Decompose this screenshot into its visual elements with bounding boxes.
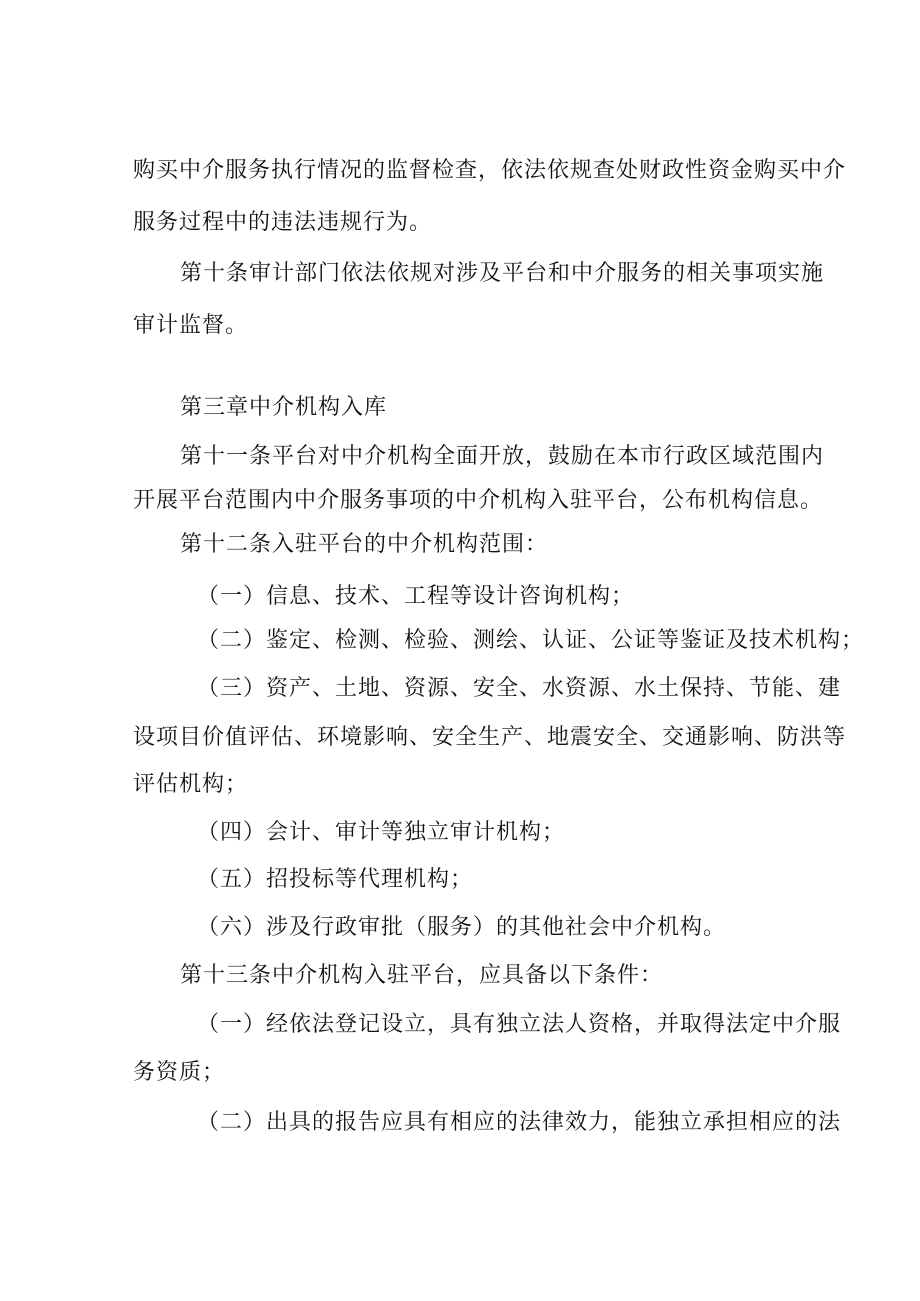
text-line: 购买中介服务执行情况的监督检查，依法依规查处财政性资金购买中介 — [133, 158, 847, 183]
chapter-heading: 第三章中介机构入库 — [180, 395, 388, 420]
list-item: （四）会计、审计等独立审计机构； — [197, 820, 566, 845]
list-item: （二）出具的报告应具有相应的法律效力，能独立承担相应的法 — [197, 1110, 842, 1135]
text-line: 务资质； — [133, 1060, 226, 1085]
list-item: （一）信息、技术、工程等设计咨询机构； — [197, 584, 635, 609]
text-line: 设项目价值评估、环境影响、安全生产、地震安全、交通影响、防洪等 — [133, 725, 847, 750]
list-item: （六）涉及行政审批（服务）的其他社会中介机构。 — [197, 915, 727, 940]
list-item: （一）经依法登记设立，具有独立法人资格，并取得法定中介服 — [197, 1012, 842, 1037]
text-line: 服务过程中的违法违规行为。 — [133, 210, 433, 235]
list-item: （三）资产、土地、资源、安全、水资源、水土保持、节能、建 — [197, 676, 842, 701]
list-item: （五）招投标等代理机构； — [197, 867, 474, 892]
text-line: 开展平台范围内中介服务事项的中介机构入驻平台，公布机构信息。 — [133, 488, 824, 513]
text-line: 第十三条中介机构入驻平台，应具备以下条件： — [180, 963, 664, 988]
text-line: 第十一条平台对中介机构全面开放，鼓励在本市行政区域范围内 — [180, 444, 825, 469]
text-line: 第十二条入驻平台的中介机构范围： — [180, 532, 549, 557]
text-line: 审计监督。 — [133, 313, 249, 338]
text-line: 第十条审计部门依法依规对涉及平台和中介服务的相关事项实施 — [180, 261, 825, 286]
list-item: （二）鉴定、检测、检验、测绘、认证、公证等鉴证及技术机构； — [197, 628, 865, 653]
text-line: 评估机构； — [133, 772, 249, 797]
